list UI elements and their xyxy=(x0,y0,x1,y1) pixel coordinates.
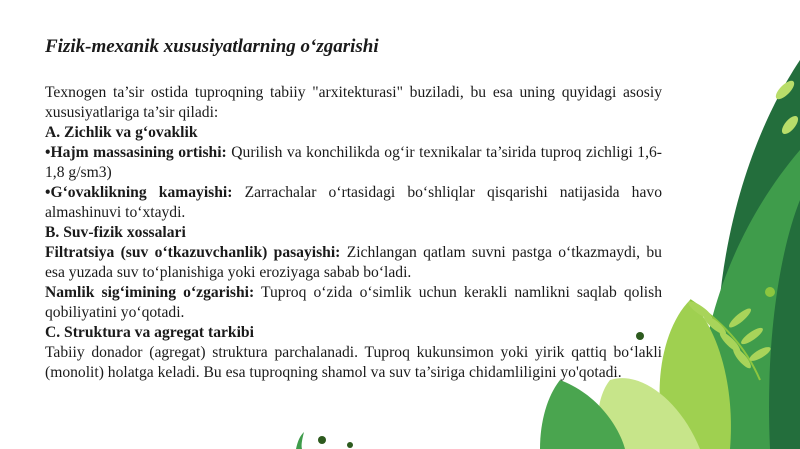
bullet-item xyxy=(45,283,662,323)
bullet-term: •Hajm massasining ortishi: xyxy=(45,144,227,161)
bullet-term: Filtratsiya (suv o‘tkazuvchanlik) pasayishi: xyxy=(45,244,341,261)
intro-paragraph: Texnogen ta’sir ostida tuproqning tabiiy "arxitekturasi" buziladi, bu esa uning quyidagi asosiy xususiyatlariga ta’sir qiladi: xyxy=(45,84,662,121)
section-heading-a: A. Zichlik va g‘ovaklik xyxy=(45,124,198,141)
bullet-item xyxy=(45,183,662,223)
grass-sprig xyxy=(296,432,304,449)
bullet-item xyxy=(45,243,662,283)
bullet-text: Zichlangan qatlam suvni pastga o‘tkazmaydi, bu esa yuzada suv to‘planishiga yoki eroziyaga sabab bo‘ladi. xyxy=(45,244,662,281)
section-heading-c: C. Struktura va agregat tarkibi xyxy=(45,324,254,341)
slide-body xyxy=(45,83,662,383)
bullet-text: Qurilish va konchilikda og‘ir texnikalar ta’sirida tuproq zichligi 1,6-1,8 g/sm3) xyxy=(45,144,662,181)
section-paragraph xyxy=(45,343,662,383)
bullet-item xyxy=(45,143,662,183)
bullet-text: Zarrachalar o‘rtasidagi bo‘shliqlar qisqarishi natijasida havo almashinuvi to‘xtaydi. xyxy=(45,184,662,221)
bullet-text: Tuproq o‘zida o‘simlik uchun kerakli namlikni saqlab qolish qobiliyatini yo‘qotadi. xyxy=(45,284,662,321)
bullet-term: •G‘ovaklikning kamayishi: xyxy=(45,184,233,201)
section-heading-b: B. Suv-fizik xossalari xyxy=(45,224,186,241)
bullet-term: Namlik sig‘imining o‘zgarishi: xyxy=(45,284,255,301)
bullet-text: Tabiiy donador (agregat) struktura parchalanadi. Tuproq kukunsimon yoki yirik qattiq bo‘lakli (monolit) holatga keladi. Bu esa tuproqning shamol va suv ta’siriga chidamliligini yo'qotadi. xyxy=(45,344,662,381)
page-title: Fizik-mexanik xususiyatlarning o‘zgarishi xyxy=(45,36,379,57)
